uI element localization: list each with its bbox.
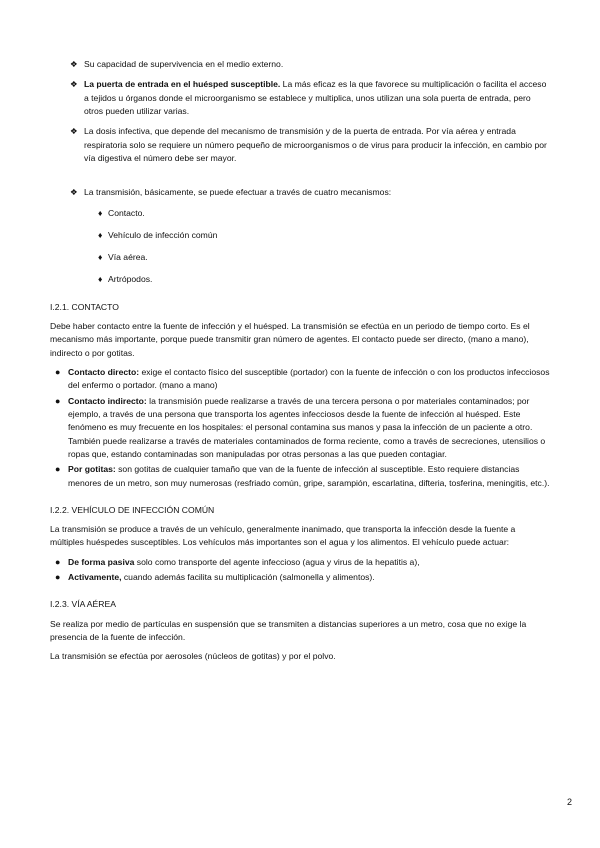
diamond-ornament-icon: ❖ bbox=[70, 79, 78, 90]
item-text: exige el contacto físico del susceptible (portador) con la fuente de infección o con los productos infecciosos del enfermo o portador. (mano a mano) bbox=[68, 367, 550, 391]
contacto-list bbox=[50, 366, 550, 490]
item-bold: La puerta de entrada en el huésped susceptible. bbox=[84, 79, 281, 90]
top-bullet-list bbox=[50, 58, 550, 165]
list-item bbox=[50, 556, 550, 569]
list-item bbox=[98, 229, 550, 242]
diamond-ornament-icon: ❖ bbox=[70, 187, 78, 198]
page-number: 2 bbox=[566, 797, 572, 807]
list-item bbox=[50, 395, 550, 462]
diamond-ornament-icon: ❖ bbox=[70, 126, 78, 137]
item-text: solo como transporte del agente infeccioso (agua y virus de la hepatitis a), bbox=[134, 556, 420, 567]
item-bold: De forma pasiva bbox=[68, 556, 135, 567]
section-heading-contacto: I.2.1. CONTACTO bbox=[50, 301, 119, 312]
item-text: La más eficaz es la que favorece su multiplicación o facilita el acceso a tejidos u órganos donde el microorganismo se establece y multiplica, unos utilizan una sola puerta de entrada, pero otros pueden utilizar varias. bbox=[84, 79, 547, 116]
list-item bbox=[50, 366, 550, 393]
item-bold: Contacto indirecto: bbox=[68, 395, 147, 406]
mechanisms-list bbox=[98, 207, 550, 287]
mechanisms-intro bbox=[50, 186, 550, 199]
diamond-icon: ♦ bbox=[98, 274, 103, 285]
list-item bbox=[98, 273, 550, 286]
mechanism-label: Contacto. bbox=[108, 207, 145, 218]
dot-bullet-icon: ● bbox=[55, 395, 61, 406]
mechanism-label: Vía aérea. bbox=[108, 252, 148, 263]
mechanism-label: Vehículo de infección común bbox=[108, 229, 218, 240]
dot-bullet-icon: ● bbox=[55, 367, 61, 377]
section-heading-vehiculo: I.2.2. VEHÍCULO DE INFECCIÓN COMÚN bbox=[50, 504, 215, 515]
section-paragraph: Debe haber contacto entre la fuente de infección y el huésped. La transmisión se efectúa en un periodo de tiempo corto. Es el mecanismo más importante, porque puede transmitir gran número de agentes. El contacto puede ser directo, (mano a mano), indirecto o por gotitas. bbox=[50, 321, 530, 358]
list-item bbox=[50, 571, 550, 584]
diamond-icon: ♦ bbox=[98, 252, 103, 263]
list-item bbox=[98, 207, 550, 220]
item-text: la transmisión puede realizarse a través de una tercera persona o por materiales contaminados; por ejemplo, a través de una persona que transporta los agentes infecciosos desde la fuente de infección al huésped. Este fenómeno es muy frecuente en los hospitales: el personal contamina sus manos y pasa la infección de un paciente a otro. También puede realizarse a través de materiales contaminados de forma reciente, como a través de secreciones, utensilios o ropas que, estando contaminadas son manipuladas por otras personas a las que pueden contagiar. bbox=[68, 395, 546, 459]
item-text: La dosis infectiva, que depende del mecanismo de transmisión y de la puerta de entrada. Por vía aérea y entrada respiratoria solo se requiere un número pequeño de microorganismos o de virus para producir la infección, en cambio por vía digestiva el número debe ser mayor. bbox=[84, 126, 547, 163]
dot-bullet-icon: ● bbox=[55, 556, 61, 567]
diamond-icon: ♦ bbox=[98, 229, 103, 240]
list-item bbox=[98, 251, 550, 264]
list-item bbox=[50, 78, 550, 118]
dot-bullet-icon: ● bbox=[55, 464, 61, 475]
page-body bbox=[50, 58, 550, 670]
list-item bbox=[50, 58, 550, 71]
list-item bbox=[50, 125, 550, 165]
item-text: son gotitas de cualquier tamaño que van de la fuente de infección al susceptible. Esto requiere distancias menores de un metro, son muy numerosas (resfriado común, gripe, sarampión, escarlatina, difteria, tosferina, meningitis, etc.). bbox=[68, 464, 550, 488]
list-item bbox=[50, 463, 550, 490]
dot-bullet-icon: ● bbox=[55, 572, 61, 583]
section-paragraph: La transmisión se efectúa por aerosoles (núcleos de gotitas) y por el polvo. bbox=[50, 651, 336, 662]
item-bold: Por gotitas: bbox=[68, 464, 116, 475]
vehiculo-list bbox=[50, 556, 550, 585]
item-text: Su capacidad de supervivencia en el medio externo. bbox=[84, 59, 284, 69]
diamond-icon: ♦ bbox=[98, 207, 103, 218]
item-bold: Activamente, bbox=[68, 572, 122, 583]
mechanisms-intro-text: La transmisión, básicamente, se puede efectuar a través de cuatro mecanismos: bbox=[84, 187, 392, 198]
diamond-ornament-icon: ❖ bbox=[70, 59, 78, 69]
section-paragraph: Se realiza por medio de partículas en suspensión que se transmiten a distancias superiores a un metro, cosa que no exige la presencia de la fuente de infección. bbox=[50, 618, 527, 642]
section-heading-via-aerea: I.2.3. VÍA AÉREA bbox=[50, 599, 116, 610]
section-paragraph: La transmisión se produce a través de un vehículo, generalmente inanimado, que transporta la infección desde la fuente a múltiples huéspedes susceptibles. Los vehículos más importantes son el agua y los alimentos. El vehículo puede actuar: bbox=[50, 524, 516, 548]
mechanism-label: Artrópodos. bbox=[108, 274, 153, 285]
item-bold: Contacto directo: bbox=[68, 367, 140, 377]
item-text: cuando además facilita su multiplicación (salmonella y alimentos). bbox=[121, 572, 375, 583]
